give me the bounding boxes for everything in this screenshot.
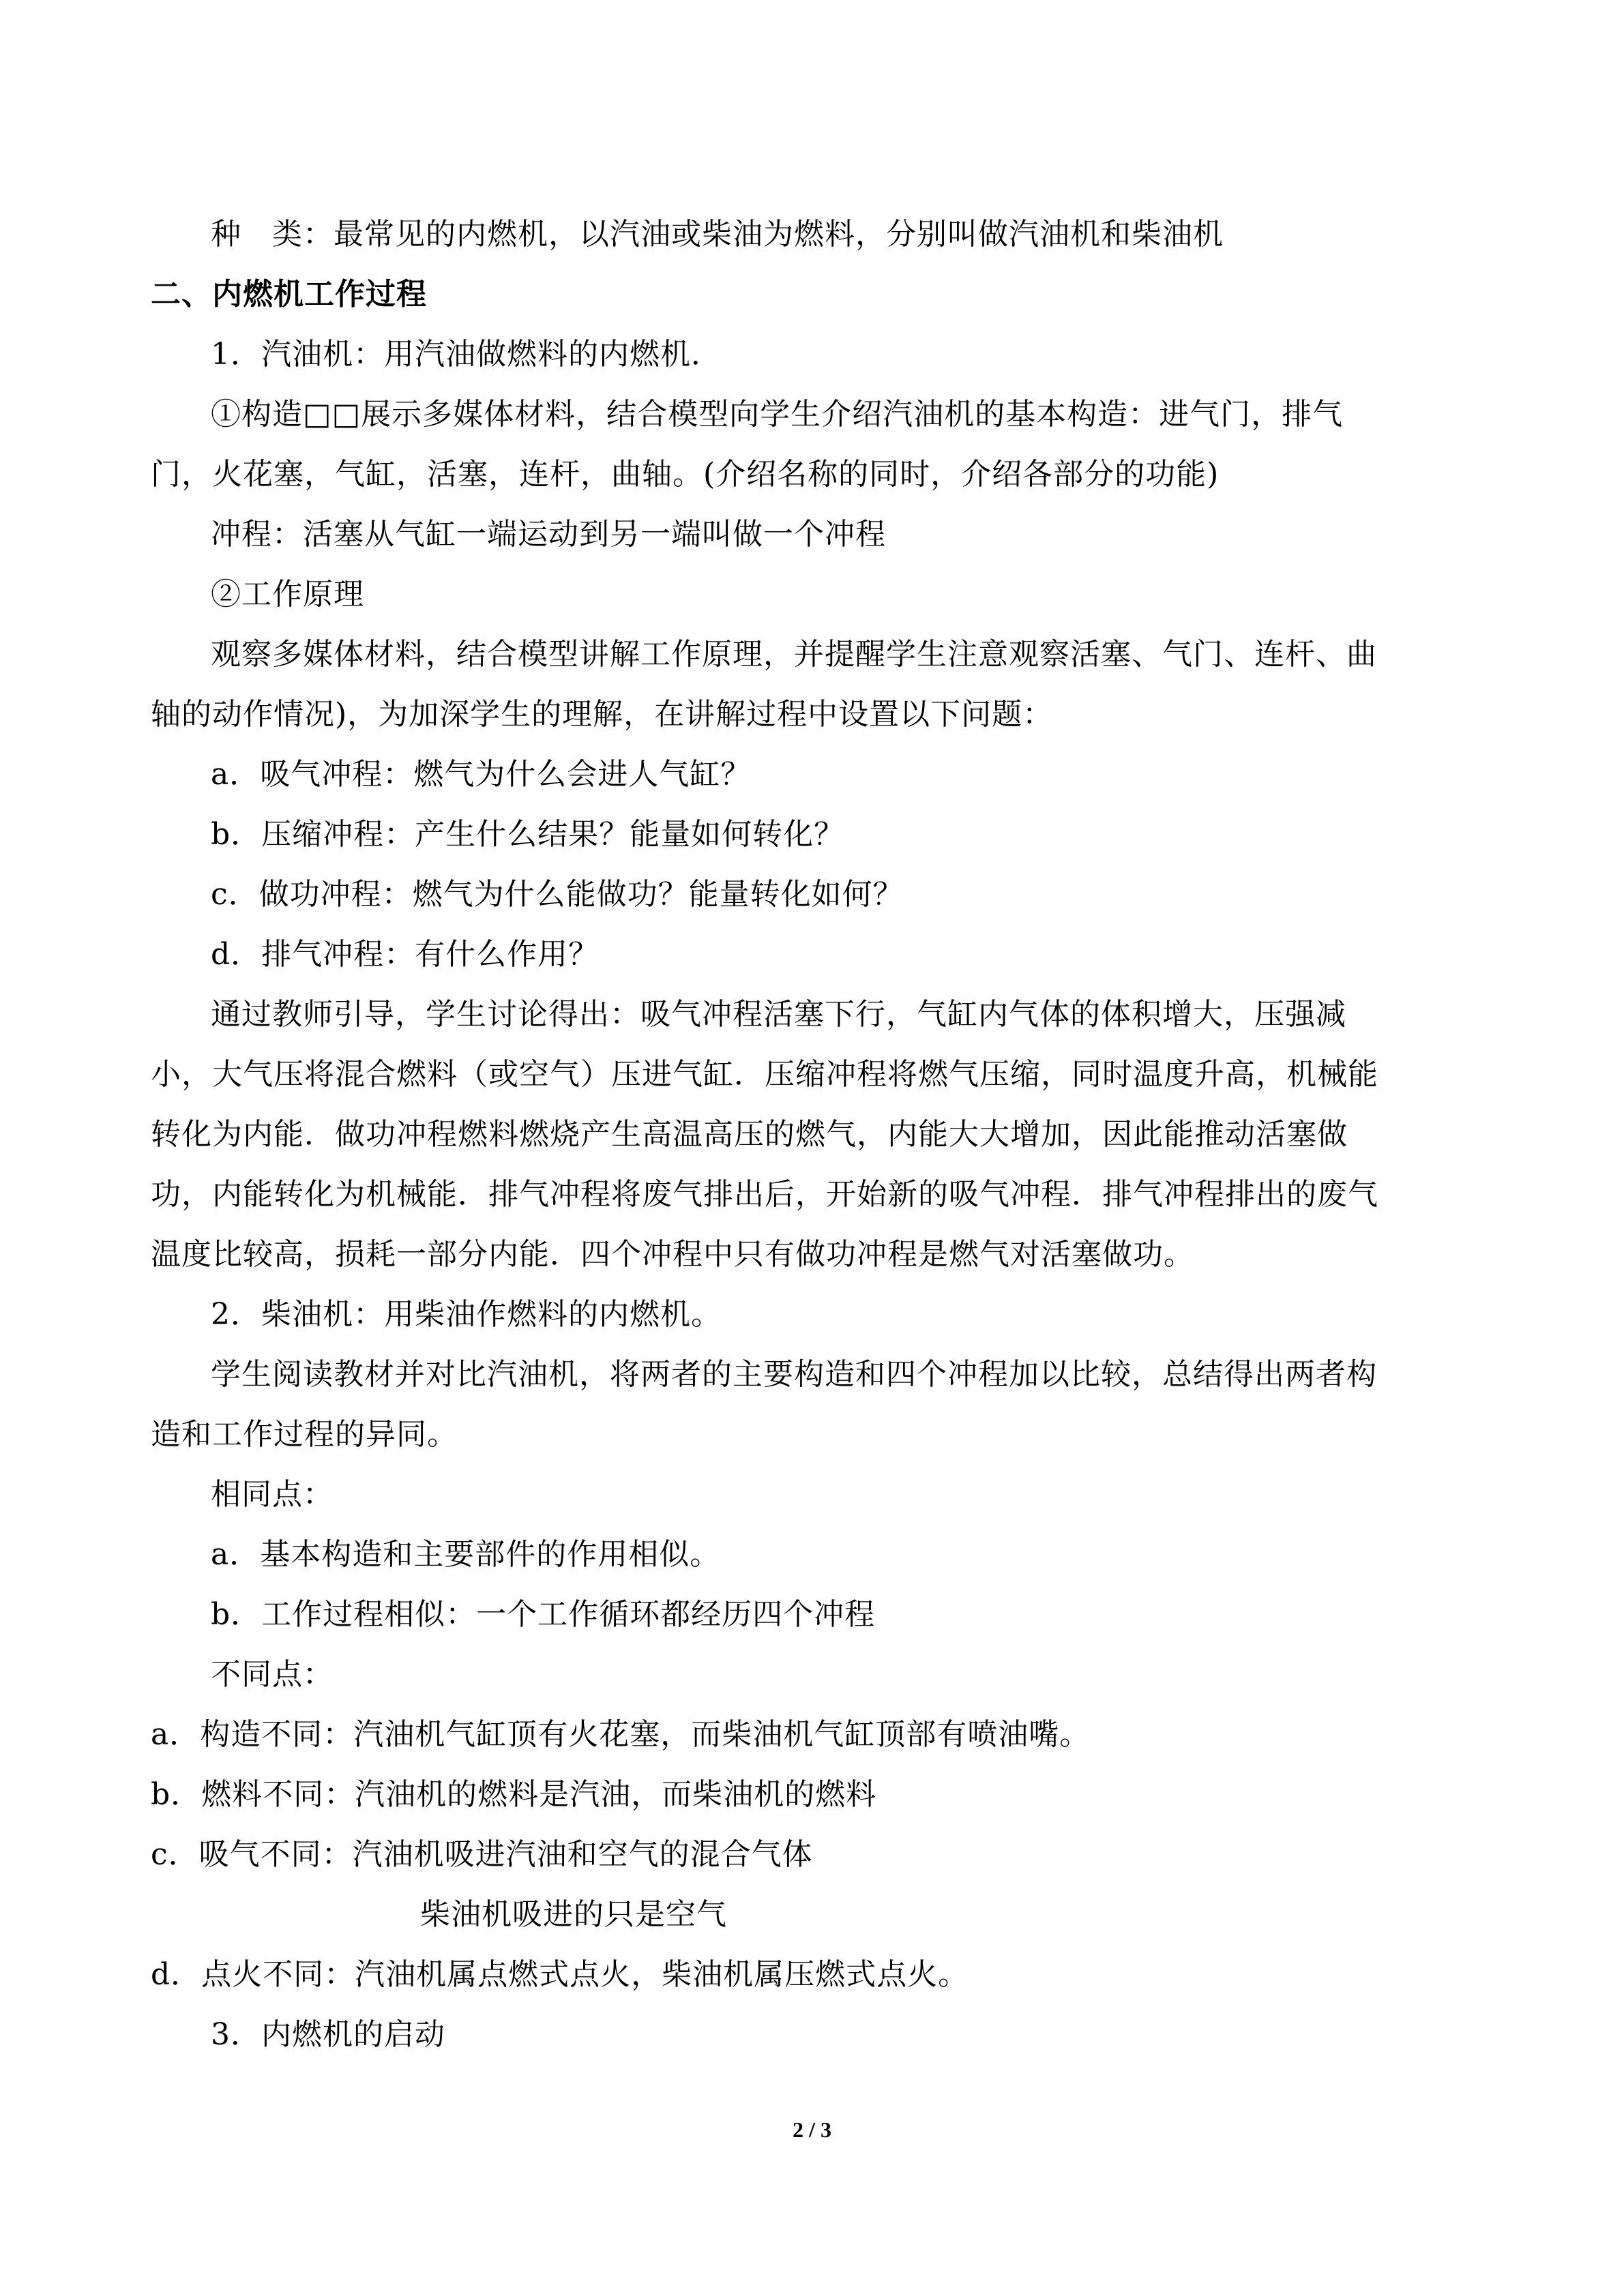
paragraph-observe-cont: 轴的动作情况)，为加深学生的理解，在讲解过程中设置以下问题： <box>151 697 1054 732</box>
paragraph-conclusion-cont-1: 小，大气压将混合燃料（或空气）压进气缸．压缩冲程将燃气压缩，同时温度升高，机械能 <box>151 1057 1378 1092</box>
question-compression: b．压缩冲程：产生什么结果？能量如何转化？ <box>211 817 845 852</box>
paragraph-compare: 学生阅读教材并对比汽油机，将两者的主要构造和四个冲程加以比较，总结得出两者构 <box>211 1357 1377 1392</box>
paragraph-stroke-definition: 冲程：活塞从气缸一端运动到另一端叫做一个冲程 <box>211 517 886 552</box>
paragraph-compare-cont: 造和工作过程的异同。 <box>151 1417 458 1452</box>
section-heading: 二、内燃机工作过程 <box>151 277 427 312</box>
similarity-process: b．工作过程相似：一个工作循环都经历四个冲程 <box>211 1597 876 1632</box>
paragraph-conclusion-cont-3: 功，内能转化为机械能．排气冲程将废气排出后，开始新的吸气冲程．排气冲程排出的废气 <box>151 1177 1378 1212</box>
question-intake: a．吸气冲程：燃气为什么会进人气缸？ <box>211 757 752 792</box>
paragraph-conclusion-cont-2: 转化为内能．做功冲程燃料燃烧产生高温高压的燃气，内能大大增加，因此能推动活塞做 <box>151 1117 1348 1152</box>
subheading-gasoline-engine: 1．汽油机：用汽油做燃料的内燃机． <box>211 337 722 372</box>
subheading-diesel-engine: 2．柴油机：用柴油作燃料的内燃机。 <box>211 1297 722 1332</box>
subheading-working-principle: ②工作原理 <box>211 577 364 612</box>
page-number: 2 / 3 <box>793 2117 831 2142</box>
paragraph-types: 种 类：最常见的内燃机，以汽油或柴油为燃料，分别叫做汽油机和柴油机 <box>211 217 1224 252</box>
difference-fuel: b．燃料不同：汽油机的燃料是汽油，而柴油机的燃料 <box>151 1777 877 1812</box>
difference-intake: c．吸气不同：汽油机吸进汽油和空气的混合气体 <box>151 1837 813 1872</box>
label-differences: 不同点： <box>211 1657 334 1692</box>
paragraph-observe: 观察多媒体材料，结合模型讲解工作原理，并提醒学生注意观察活塞、气门、连杆、曲 <box>211 637 1377 672</box>
subheading-engine-start: 3．内燃机的启动 <box>211 2017 445 2052</box>
difference-structure: a．构造不同：汽油机气缸顶有火花塞，而柴油机气缸顶部有喷油嘴。 <box>151 1717 1091 1752</box>
question-exhaust: d．排气冲程：有什么作用？ <box>211 937 600 972</box>
label-similarities: 相同点： <box>211 1477 334 1512</box>
difference-intake-cont: 柴油机吸进的只是空气 <box>420 1897 727 1932</box>
question-power: c．做功冲程：燃气为什么能做功？能量转化如何？ <box>211 877 904 912</box>
paragraph-conclusion-cont-4: 温度比较高，损耗一部分内能．四个冲程中只有做功冲程是燃气对活塞做功。 <box>151 1237 1194 1272</box>
document-body <box>151 205 1474 2065</box>
difference-ignition: d．点火不同：汽油机属点燃式点火，柴油机属压燃式点火。 <box>151 1957 969 1992</box>
paragraph-structure: ①构造□□展示多媒体材料，结合模型向学生介绍汽油机的基本构造：进气门，排气 <box>211 397 1344 432</box>
paragraph-conclusion: 通过教师引导，学生讨论得出：吸气冲程活塞下行，气缸内气体的体积增大，压强减 <box>211 997 1346 1032</box>
similarity-structure: a．基本构造和主要部件的作用相似。 <box>211 1537 721 1572</box>
paragraph-structure-cont: 门，火花塞，气缸，活塞，连杆，曲轴。(介绍名称的同时，介绍各部分的功能) <box>151 457 1220 492</box>
